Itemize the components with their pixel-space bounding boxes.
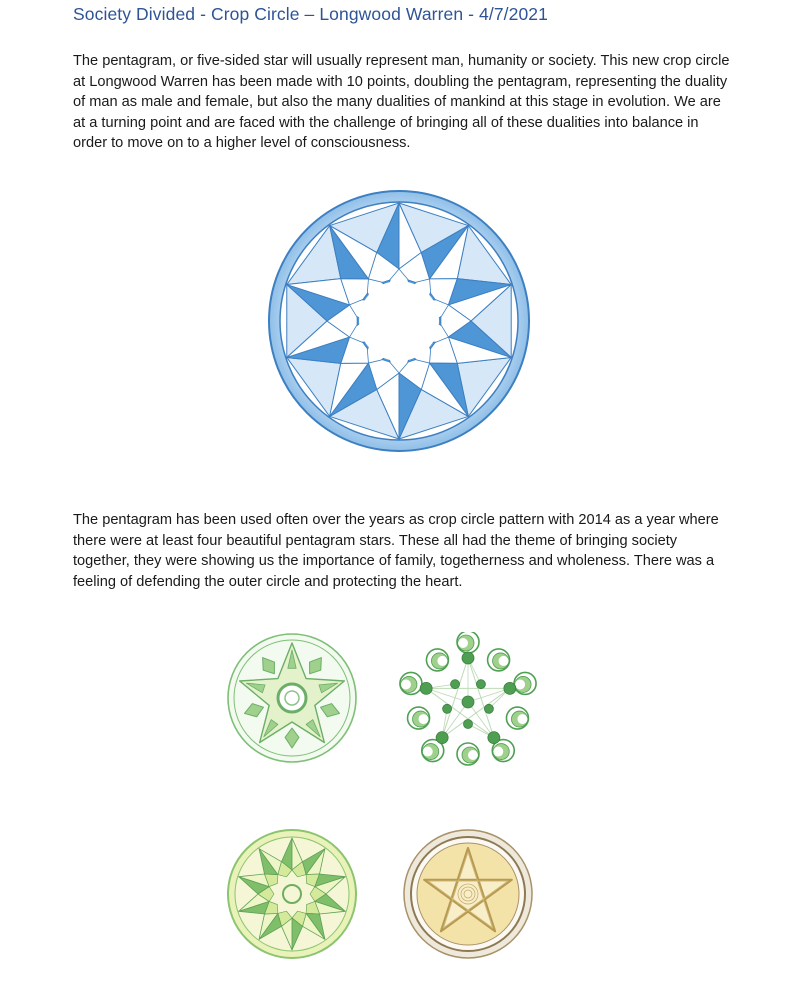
node-circle xyxy=(476,680,485,689)
pentagram-2014-d-illustration xyxy=(402,828,534,960)
node-circle xyxy=(443,704,452,713)
node-circle xyxy=(436,732,448,744)
node-circle xyxy=(420,682,432,694)
node-circle xyxy=(451,680,460,689)
node-circle xyxy=(504,682,516,694)
page-title: Society Divided - Crop Circle – Longwood Warren - 4/7/2021 xyxy=(73,4,548,24)
node-circle xyxy=(488,732,500,744)
pentagram-history-paragraph: The pentagram has been used often over the years as crop circle pattern with 2014 as a year where there were at least four beautiful pentagram stars. These all had the theme of bringing society together, they were showing us the importance of family, togetherness and wholeness. There was a feeling of defending the outer circle and protecting the heart. xyxy=(73,512,719,590)
intro-paragraph: The pentagram, or five-sided star will usually represent man, humanity or society. This new crop circle at Longwood Warren has been made with 10 points, doubling the pentagram, representing the duality of man as male and female, but also the many dualities of mankind at this stage in evolution. We are at a turning point and are faced with the challenge of bringing all of these dualities into balance in order to move on to a higher level of consciousness. xyxy=(73,53,730,151)
center-circle xyxy=(462,696,474,708)
node-circle xyxy=(464,720,473,729)
center-space xyxy=(359,281,439,361)
node-circle xyxy=(484,704,493,713)
pentagram-star-2014-a-illustration xyxy=(226,632,358,764)
pentagram-star-2014-c-illustration xyxy=(226,828,358,960)
pentagram-circles-2014-b-illustration xyxy=(397,632,539,772)
node-circle xyxy=(462,652,474,664)
society-divided-crop-circle-illustration xyxy=(266,188,532,454)
